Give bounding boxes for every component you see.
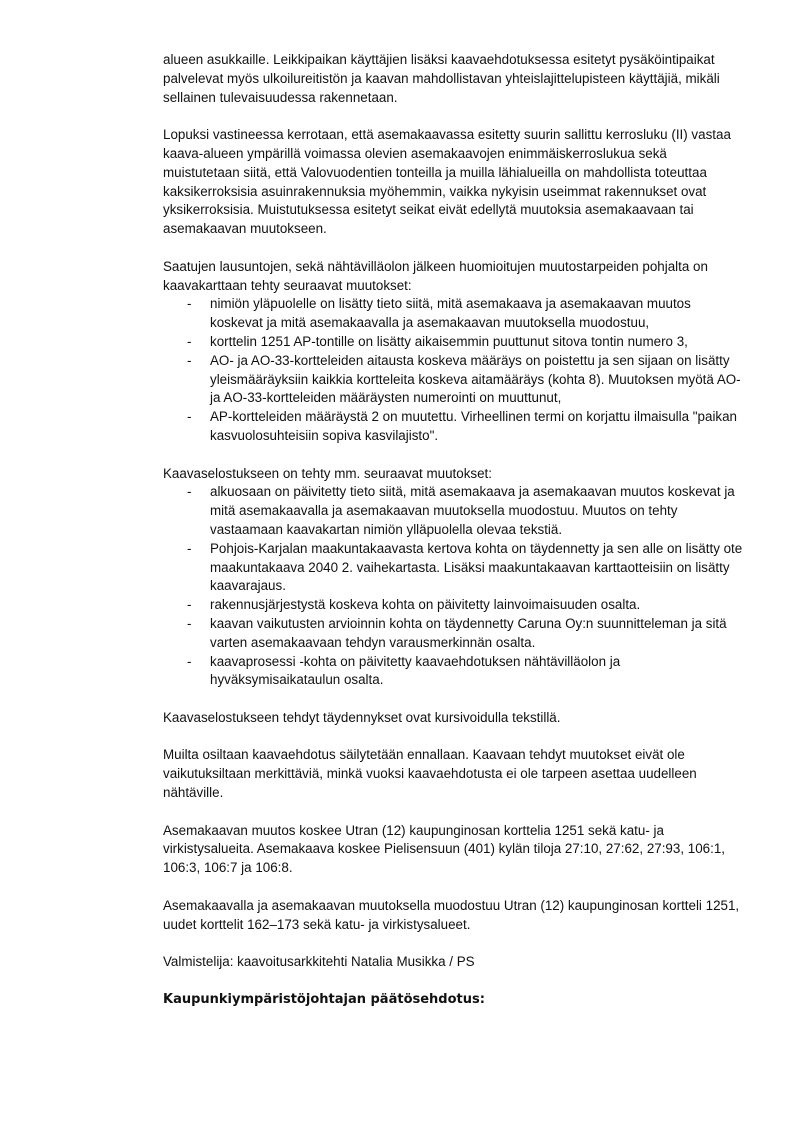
- list-item: - nimiön yläpuolelle on lisätty tieto siitä, mitä asemakaava ja asemakaavan muutos koskevat ja mitä asemakaavalla ja asemakaavan muutoksella muodostuu,: [187, 296, 691, 331]
- paragraph-kaavakartta-intro: Saatujen lausuntojen, sekä nähtävilläolon jälkeen huomioitujen muutostarpeiden pohjalta on kaavakarttaan tehty seuraavat muutokset:: [163, 258, 708, 293]
- dash-bullet: -: [187, 409, 192, 425]
- paragraph-kaavaselostus-intro: Kaavaselostukseen on tehty mm. seuraavat muutokset:: [163, 465, 492, 481]
- preparer-line: Valmistelija: kaavoitusarkkitehti Natalia Musikka / PS: [163, 954, 475, 970]
- dash-bullet: -: [187, 653, 192, 669]
- list-item: - alkuosaan on päivitetty tieto siitä, mitä asemakaava ja asemakaavan muutos koskevat ja mitä asemakaavalla ja asemakaavan muutoksella muodostuu. Muutos on tehty vastaamaan kaavakartan nimiön ylläpuolella olevaa tekstiä.: [187, 484, 735, 537]
- kaavakartta-changes-list: [163, 295, 743, 445]
- list-item: - AP-kortteleiden määräystä 2 on muutettu. Virheellinen termi on korjattu ilmaisulla "paikan kasvuolosuhteisiin sopiva kasvilajisto".: [187, 409, 738, 443]
- dash-bullet: -: [187, 333, 192, 349]
- list-item: - korttelin 1251 AP-tontille on lisätty aikaisemmin puuttunut sitova tontin numero 3,: [163, 333, 743, 352]
- paragraph-muodostuu: Asemakaavalla ja asemakaavan muutoksella muodostuu Utran (12) kaupunginosan kortteli 1251, uudet korttelit 162–173 sekä katu- ja virkistysalueet.: [163, 897, 740, 932]
- dash-bullet: -: [187, 615, 192, 631]
- paragraph-asukkaille: alueen asukkaille. Leikkipaikan käyttäjien lisäksi kaavaehdotuksessa esitetyt pysäköintipaikat palvelevat myös ulkoilureitistön ja kaavan mahdollistavan yhteislajittelupisteen käyttäjiä, mikäli sellainen tulevaisuudessa rakennetaan.: [163, 52, 720, 105]
- kaavaselostus-changes-list: [163, 483, 743, 690]
- dash-bullet: -: [187, 597, 192, 613]
- dash-bullet: -: [187, 352, 192, 368]
- paragraph-muutos-koskee: Asemakaavan muutos koskee Utran (12) kaupunginosan korttelia 1251 sekä katu- ja virkistysalueita. Asemakaava koskee Pielisensuun (401) kylän tiloja 27:10, 27:62, 27:93, 106:1, 106:3, 106:7 ja 106:8.: [163, 822, 725, 876]
- list-item: - AO- ja AO-33-kortteleiden aitausta koskeva määräys on poistettu ja sen sijaan on lisätty yleismääräyksiin kaikkia kortteleita koskeva aitamääräys (kohta 8). Muutoksen myötä AO- ja AO-33-kortteleiden määräysten numerointi on muuttunut,: [187, 352, 741, 406]
- list-item: - kaavaprosessi -kohta on päivitetty kaavaehdotuksen nähtävilläolon ja hyväksymisaikataulun osalta.: [187, 653, 621, 688]
- list-item: - rakennusjärjestystä koskeva kohta on päivitetty lainvoimaisuuden osalta.: [163, 596, 743, 615]
- paragraph-kerrosluku: Lopuksi vastineessa kerrotaan, että asemakaavassa esitetty suurin sallittu kerrosluku (II) vastaa kaava-alueen ympärillä voimassa olevien asemakaavojen enimmäiskerroslukua sekä muistutetaan siitä, että Valovuodentien tonteilla ja muilla lähialueilla on mahdollista toteuttaa kaksikerroksisia asuinrakennuksia myöhemmin, vaikka nykyisin useimmat rakennukset ovat yksikerroksisia. Muistutuksessa esitetyt seikat eivät edellytä muutoksia asemakaavaan tai asemakaavan muutokseen.: [163, 127, 731, 237]
- dash-bullet: -: [187, 540, 192, 556]
- dash-bullet: -: [187, 296, 192, 312]
- list-item: - kaavan vaikutusten arvioinnin kohta on täydennetty Caruna Oy:n suunnitteleman ja sitä varten asemakaavaan tehdyn varausmerkinnän osalta.: [187, 615, 727, 650]
- paragraph-ennallaan: Muilta osiltaan kaavaehdotus säilytetään ennallaan. Kaavaan tehdyt muutokset eivät ole vaikutuksiltaan merkittäviä, minkä vuoksi kaavaehdotusta ei ole tarpeen asettaa uudelleen nähtäville.: [163, 747, 697, 801]
- list-item: - Pohjois-Karjalan maakuntakaavasta kertova kohta on täydennetty ja sen alle on lisätty ote maakuntakaava 2040 2. vaihekartasta. Lisäksi maakuntakaavan karttaotteisiin on lisätty kaavarajaus.: [187, 540, 743, 594]
- dash-bullet: -: [187, 484, 192, 500]
- paragraph-kursivointi: Kaavaselostukseen tehdyt täydennykset ovat kursivoidulla tekstillä.: [163, 709, 561, 725]
- document-page: [163, 51, 743, 1010]
- decision-proposal-heading: Kaupunkiympäristöjohtajan päätösehdotus:: [163, 991, 485, 1007]
